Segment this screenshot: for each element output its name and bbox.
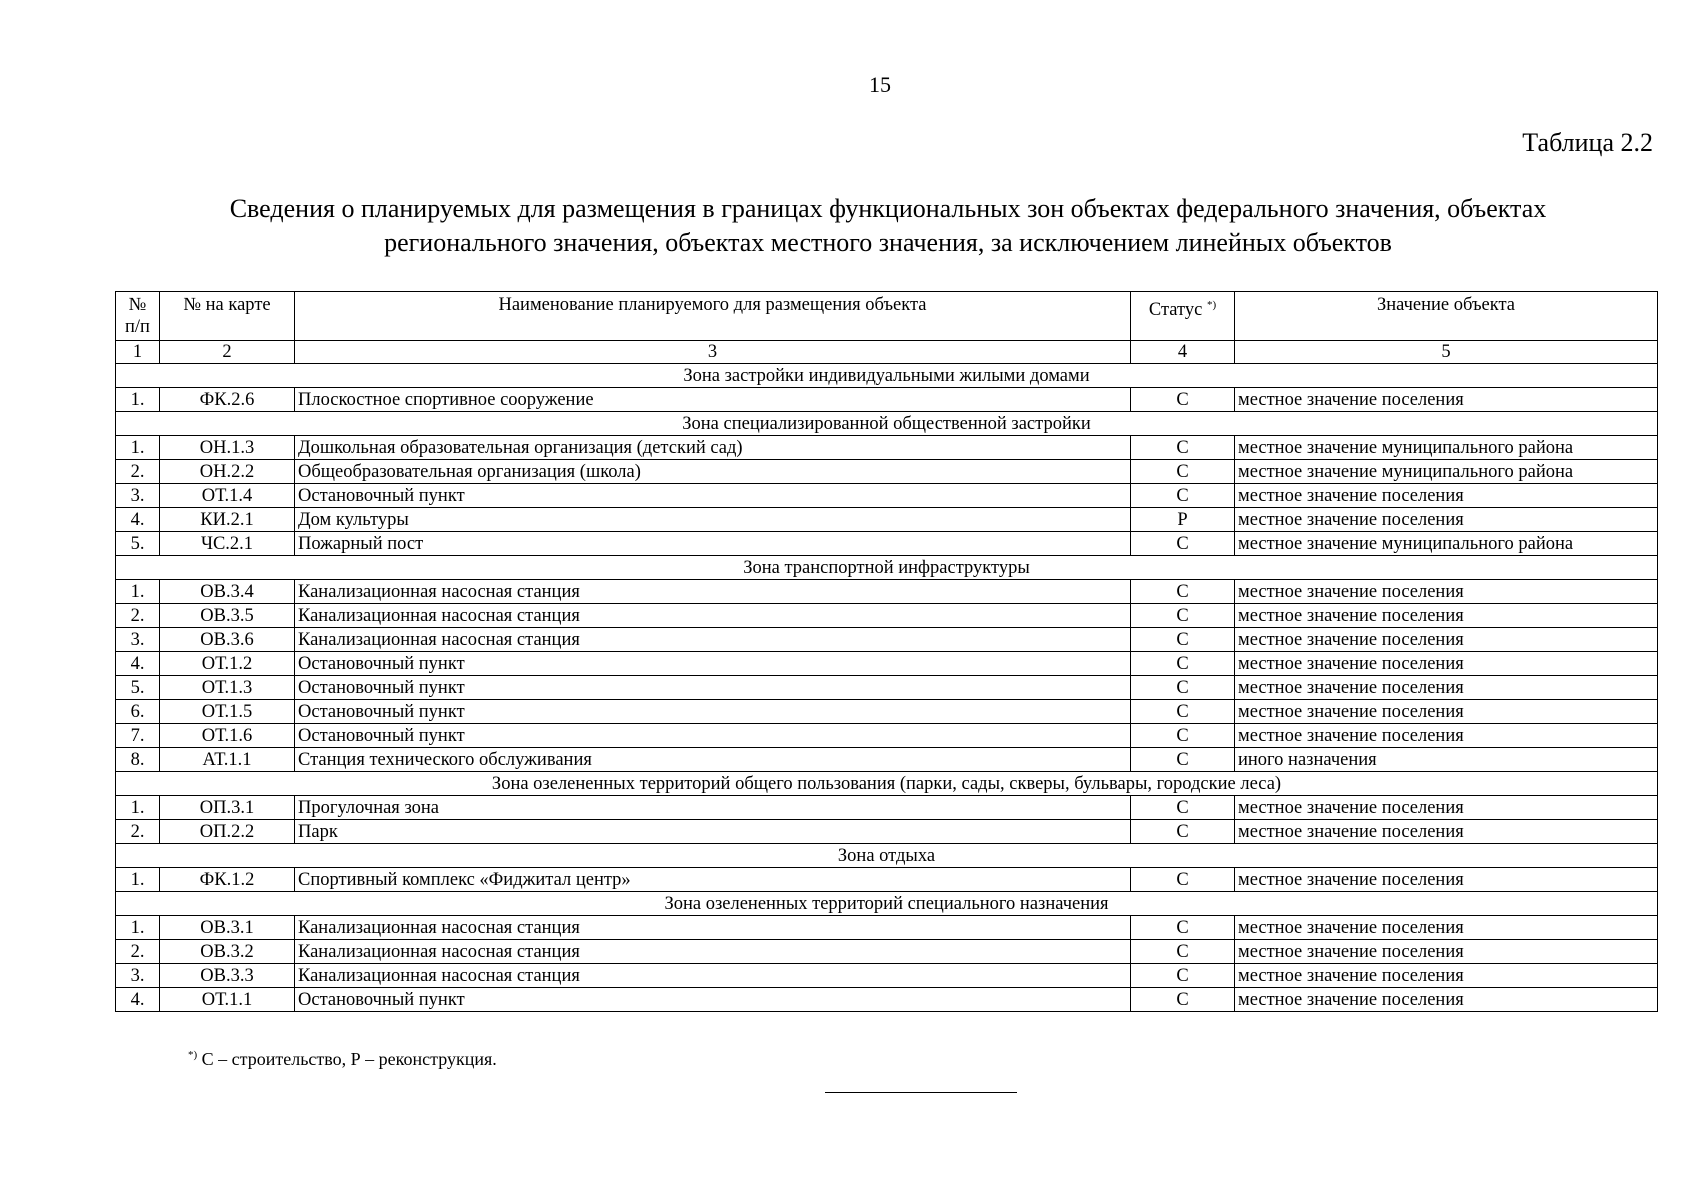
row-number: 3. <box>116 484 160 508</box>
footnote <box>188 1049 497 1070</box>
object-name: Остановочный пункт <box>295 700 1131 724</box>
object-value: местное значение поселения <box>1235 628 1658 652</box>
map-code: ОП.2.2 <box>160 820 295 844</box>
zone-header-row <box>116 844 1658 868</box>
object-value: местное значение поселения <box>1235 508 1658 532</box>
object-name: Канализационная насосная станция <box>295 628 1131 652</box>
object-status: С <box>1131 652 1235 676</box>
column-number: 5 <box>1235 341 1658 364</box>
map-code: ОВ.3.3 <box>160 964 295 988</box>
object-status: С <box>1131 964 1235 988</box>
object-value: местное значение поселения <box>1235 724 1658 748</box>
object-name: Прогулочная зона <box>295 796 1131 820</box>
table-row <box>116 676 1658 700</box>
map-code: ОТ.1.5 <box>160 700 295 724</box>
row-number: 6. <box>116 700 160 724</box>
map-code: ОП.3.1 <box>160 796 295 820</box>
object-value: местное значение поселения <box>1235 580 1658 604</box>
zone-header-row <box>116 556 1658 580</box>
objects-table <box>115 291 1658 1012</box>
row-number: 7. <box>116 724 160 748</box>
table-row <box>116 868 1658 892</box>
row-number: 4. <box>116 652 160 676</box>
object-value: местное значение поселения <box>1235 484 1658 508</box>
document-title <box>118 192 1658 260</box>
object-name: Остановочный пункт <box>295 724 1131 748</box>
object-name: Спортивный комплекс «Фиджитал центр» <box>295 868 1131 892</box>
map-code: ФК.2.6 <box>160 388 295 412</box>
table-row <box>116 724 1658 748</box>
table-row <box>116 460 1658 484</box>
table-row <box>116 436 1658 460</box>
object-value: иного назначения <box>1235 748 1658 772</box>
object-status: С <box>1131 916 1235 940</box>
object-status: С <box>1131 724 1235 748</box>
map-code: ОТ.1.6 <box>160 724 295 748</box>
object-value: местное значение поселения <box>1235 700 1658 724</box>
map-code: ОН.2.2 <box>160 460 295 484</box>
row-number: 2. <box>116 604 160 628</box>
object-status: С <box>1131 604 1235 628</box>
footnote-text: С – строительство, Р – реконструкция. <box>197 1049 497 1069</box>
table-body <box>116 364 1658 1012</box>
zone-header-row <box>116 892 1658 916</box>
header-num-line1: № <box>128 295 147 315</box>
row-number: 1. <box>116 388 160 412</box>
header-name: Наименование планируемого для размещения объекта <box>295 292 1131 341</box>
object-status: С <box>1131 460 1235 484</box>
row-number: 5. <box>116 676 160 700</box>
zone-header-row <box>116 364 1658 388</box>
row-number: 5. <box>116 532 160 556</box>
object-value: местное значение поселения <box>1235 676 1658 700</box>
table-row <box>116 916 1658 940</box>
row-number: 2. <box>116 940 160 964</box>
object-name: Пожарный пост <box>295 532 1131 556</box>
zone-title: Зона транспортной инфраструктуры <box>116 556 1658 580</box>
row-number: 1. <box>116 580 160 604</box>
row-number: 8. <box>116 748 160 772</box>
object-status: С <box>1131 988 1235 1012</box>
object-value: местное значение муниципального района <box>1235 532 1658 556</box>
object-value: местное значение поселения <box>1235 940 1658 964</box>
table-label: Таблица 2.2 <box>1522 128 1653 157</box>
table-row <box>116 508 1658 532</box>
object-value: местное значение поселения <box>1235 604 1658 628</box>
zone-title: Зона озелененных территорий общего пользования (парки, сады, скверы, бульвары, городские леса) <box>116 772 1658 796</box>
map-code: ОН.1.3 <box>160 436 295 460</box>
table-row <box>116 388 1658 412</box>
object-status: С <box>1131 748 1235 772</box>
object-name: Канализационная насосная станция <box>295 940 1131 964</box>
table-row <box>116 748 1658 772</box>
table-row <box>116 940 1658 964</box>
row-number: 3. <box>116 964 160 988</box>
object-name: Остановочный пункт <box>295 676 1131 700</box>
map-code: ОВ.3.2 <box>160 940 295 964</box>
object-value: местное значение муниципального района <box>1235 460 1658 484</box>
object-status: С <box>1131 580 1235 604</box>
table-row <box>116 796 1658 820</box>
object-status: С <box>1131 820 1235 844</box>
object-status: Р <box>1131 508 1235 532</box>
map-code: ОТ.1.4 <box>160 484 295 508</box>
column-number: 3 <box>295 341 1131 364</box>
object-status: С <box>1131 484 1235 508</box>
object-status: С <box>1131 940 1235 964</box>
object-value: местное значение поселения <box>1235 820 1658 844</box>
zone-title: Зона озелененных территорий специального назначения <box>116 892 1658 916</box>
column-number: 4 <box>1131 341 1235 364</box>
map-code: ОВ.3.1 <box>160 916 295 940</box>
map-code: ОВ.3.4 <box>160 580 295 604</box>
map-code: ОТ.1.2 <box>160 652 295 676</box>
map-code: ОТ.1.3 <box>160 676 295 700</box>
object-status: С <box>1131 388 1235 412</box>
object-name: Плоскостное спортивное сооружение <box>295 388 1131 412</box>
object-value: местное значение поселения <box>1235 796 1658 820</box>
map-code: АТ.1.1 <box>160 748 295 772</box>
object-name: Дошкольная образовательная организация (детский сад) <box>295 436 1131 460</box>
row-number: 1. <box>116 436 160 460</box>
object-name: Остановочный пункт <box>295 652 1131 676</box>
map-code: ОВ.3.6 <box>160 628 295 652</box>
object-value: местное значение муниципального района <box>1235 436 1658 460</box>
header-status-label: Статус <box>1148 300 1203 321</box>
zone-header-row <box>116 412 1658 436</box>
zone-title: Зона отдыха <box>116 844 1658 868</box>
column-number: 2 <box>160 341 295 364</box>
object-name: Общеобразовательная организация (школа) <box>295 460 1131 484</box>
table-row <box>116 652 1658 676</box>
row-number: 4. <box>116 988 160 1012</box>
object-name: Остановочный пункт <box>295 484 1131 508</box>
object-value: местное значение поселения <box>1235 652 1658 676</box>
object-name: Станция технического обслуживания <box>295 748 1131 772</box>
object-status: С <box>1131 868 1235 892</box>
row-number: 4. <box>116 508 160 532</box>
header-row <box>116 292 1658 341</box>
table-row <box>116 988 1658 1012</box>
table-row <box>116 820 1658 844</box>
table-row <box>116 604 1658 628</box>
zone-title: Зона застройки индивидуальными жилыми домами <box>116 364 1658 388</box>
header-map: № на карте <box>160 292 295 341</box>
map-code: КИ.2.1 <box>160 508 295 532</box>
object-status: С <box>1131 628 1235 652</box>
map-code: ОТ.1.1 <box>160 988 295 1012</box>
table-row <box>116 484 1658 508</box>
table-row <box>116 580 1658 604</box>
row-number: 3. <box>116 628 160 652</box>
row-number: 1. <box>116 916 160 940</box>
title-line-2: регионального значения, объектах местного значения, за исключением линейных объектов <box>384 228 1392 257</box>
object-status: С <box>1131 700 1235 724</box>
title-line-1: Сведения о планируемых для размещения в границах функциональных зон объектах федерального значения, объектах <box>229 194 1547 223</box>
header-status <box>1131 292 1235 341</box>
table-row <box>116 532 1658 556</box>
object-value: местное значение поселения <box>1235 988 1658 1012</box>
zone-header-row <box>116 772 1658 796</box>
object-status: С <box>1131 676 1235 700</box>
header-value: Значение объекта <box>1235 292 1658 341</box>
column-numbers-row <box>116 341 1658 364</box>
footnote-mark: *) <box>188 1049 198 1061</box>
map-code: ФК.1.2 <box>160 868 295 892</box>
object-value: местное значение поселения <box>1235 388 1658 412</box>
object-name: Остановочный пункт <box>295 988 1131 1012</box>
header-num-line2: п/п <box>125 317 150 337</box>
row-number: 2. <box>116 820 160 844</box>
object-value: местное значение поселения <box>1235 916 1658 940</box>
page-number: 15 <box>869 72 891 97</box>
object-value: местное значение поселения <box>1235 964 1658 988</box>
row-number: 2. <box>116 460 160 484</box>
end-divider <box>825 1092 1017 1093</box>
object-name: Канализационная насосная станция <box>295 916 1131 940</box>
map-code: ОВ.3.5 <box>160 604 295 628</box>
header-num <box>116 292 160 341</box>
table-row <box>116 700 1658 724</box>
object-name: Канализационная насосная станция <box>295 964 1131 988</box>
zone-title: Зона специализированной общественной застройки <box>116 412 1658 436</box>
object-status: С <box>1131 796 1235 820</box>
table-row <box>116 964 1658 988</box>
object-value: местное значение поселения <box>1235 868 1658 892</box>
row-number: 1. <box>116 796 160 820</box>
object-name: Дом культуры <box>295 508 1131 532</box>
object-name: Канализационная насосная станция <box>295 604 1131 628</box>
object-name: Канализационная насосная станция <box>295 580 1131 604</box>
header-status-mark: *) <box>1206 299 1217 311</box>
map-code: ЧС.2.1 <box>160 532 295 556</box>
object-name: Парк <box>295 820 1131 844</box>
row-number: 1. <box>116 868 160 892</box>
table-row <box>116 628 1658 652</box>
column-number: 1 <box>116 341 160 364</box>
object-status: С <box>1131 436 1235 460</box>
object-status: С <box>1131 532 1235 556</box>
